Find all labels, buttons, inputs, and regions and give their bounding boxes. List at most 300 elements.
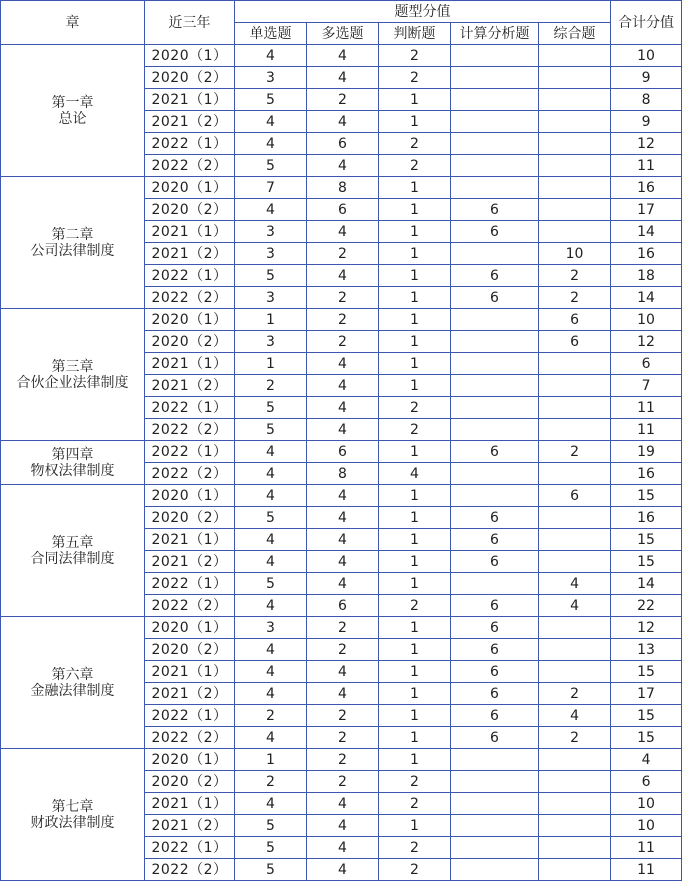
true-false-score-cell: 1 bbox=[379, 375, 451, 397]
single-choice-score-cell: 3 bbox=[235, 287, 307, 309]
exam-year-cell: 2022（2） bbox=[145, 463, 235, 485]
single-choice-score-cell: 3 bbox=[235, 617, 307, 639]
total-score-cell: 16 bbox=[611, 507, 682, 529]
comprehensive-score-cell bbox=[539, 89, 611, 111]
chapter-cell bbox=[1, 617, 145, 749]
chapter-number: 第四章 bbox=[51, 446, 94, 463]
comprehensive-score-cell bbox=[539, 111, 611, 133]
true-false-score-cell: 1 bbox=[379, 309, 451, 331]
true-false-score-cell: 2 bbox=[379, 45, 451, 67]
multiple-choice-score-cell: 4 bbox=[307, 793, 379, 815]
comprehensive-score-cell bbox=[539, 617, 611, 639]
multiple-choice-score-cell: 4 bbox=[307, 375, 379, 397]
exam-year-cell: 2022（1） bbox=[145, 705, 235, 727]
exam-year-cell: 2020（2） bbox=[145, 331, 235, 353]
single-choice-score-cell: 4 bbox=[235, 485, 307, 507]
multiple-choice-score-cell: 4 bbox=[307, 683, 379, 705]
chapter-number: 第二章 bbox=[51, 226, 94, 243]
table-row bbox=[1, 485, 682, 507]
total-score-cell: 6 bbox=[611, 353, 682, 375]
chapter-name: 财政法律制度 bbox=[30, 814, 115, 831]
multiple-choice-score-cell: 2 bbox=[307, 331, 379, 353]
header-comprehensive: 综合题 bbox=[539, 23, 611, 45]
single-choice-score-cell: 4 bbox=[235, 683, 307, 705]
calculation-score-cell bbox=[451, 463, 539, 485]
comprehensive-score-cell: 6 bbox=[539, 309, 611, 331]
multiple-choice-score-cell: 4 bbox=[307, 265, 379, 287]
chapter-number: 第六章 bbox=[51, 666, 94, 683]
total-score-cell: 11 bbox=[611, 837, 682, 859]
exam-year-cell: 2022（1） bbox=[145, 573, 235, 595]
total-score-cell: 15 bbox=[611, 705, 682, 727]
single-choice-score-cell: 5 bbox=[235, 507, 307, 529]
total-score-cell: 15 bbox=[611, 529, 682, 551]
comprehensive-score-cell: 2 bbox=[539, 727, 611, 749]
multiple-choice-score-cell: 4 bbox=[307, 353, 379, 375]
exam-year-cell: 2022（2） bbox=[145, 859, 235, 881]
calculation-score-cell bbox=[451, 375, 539, 397]
exam-year-cell: 2021（1） bbox=[145, 529, 235, 551]
true-false-score-cell: 1 bbox=[379, 573, 451, 595]
header-calculation: 计算分析题 bbox=[451, 23, 539, 45]
multiple-choice-score-cell: 4 bbox=[307, 155, 379, 177]
true-false-score-cell: 1 bbox=[379, 89, 451, 111]
total-score-cell: 12 bbox=[611, 133, 682, 155]
exam-year-cell: 2020（2） bbox=[145, 507, 235, 529]
calculation-score-cell: 6 bbox=[451, 617, 539, 639]
total-score-cell: 11 bbox=[611, 419, 682, 441]
total-score-cell: 10 bbox=[611, 793, 682, 815]
total-score-cell: 14 bbox=[611, 287, 682, 309]
single-choice-score-cell: 5 bbox=[235, 837, 307, 859]
true-false-score-cell: 1 bbox=[379, 661, 451, 683]
comprehensive-score-cell bbox=[539, 793, 611, 815]
calculation-score-cell bbox=[451, 67, 539, 89]
chapter-number: 第三章 bbox=[51, 358, 94, 375]
calculation-score-cell: 6 bbox=[451, 221, 539, 243]
exam-year-cell: 2021（2） bbox=[145, 243, 235, 265]
calculation-score-cell bbox=[451, 155, 539, 177]
multiple-choice-score-cell: 4 bbox=[307, 551, 379, 573]
multiple-choice-score-cell: 6 bbox=[307, 441, 379, 463]
multiple-choice-score-cell: 4 bbox=[307, 419, 379, 441]
multiple-choice-score-cell: 6 bbox=[307, 595, 379, 617]
total-score-cell: 4 bbox=[611, 749, 682, 771]
exam-year-cell: 2020（2） bbox=[145, 199, 235, 221]
calculation-score-cell bbox=[451, 45, 539, 67]
multiple-choice-score-cell: 4 bbox=[307, 45, 379, 67]
comprehensive-score-cell bbox=[539, 419, 611, 441]
chapter-cell bbox=[1, 441, 145, 485]
true-false-score-cell: 1 bbox=[379, 111, 451, 133]
comprehensive-score-cell: 2 bbox=[539, 683, 611, 705]
comprehensive-score-cell: 4 bbox=[539, 573, 611, 595]
multiple-choice-score-cell: 8 bbox=[307, 177, 379, 199]
comprehensive-score-cell bbox=[539, 551, 611, 573]
calculation-score-cell: 6 bbox=[451, 265, 539, 287]
calculation-score-cell bbox=[451, 397, 539, 419]
header-years: 近三年 bbox=[145, 1, 235, 45]
comprehensive-score-cell bbox=[539, 177, 611, 199]
chapter-name: 合同法律制度 bbox=[30, 550, 115, 567]
exam-year-cell: 2022（2） bbox=[145, 727, 235, 749]
multiple-choice-score-cell: 4 bbox=[307, 111, 379, 133]
multiple-choice-score-cell: 2 bbox=[307, 287, 379, 309]
true-false-score-cell: 2 bbox=[379, 595, 451, 617]
comprehensive-score-cell bbox=[539, 353, 611, 375]
single-choice-score-cell: 4 bbox=[235, 199, 307, 221]
multiple-choice-score-cell: 2 bbox=[307, 639, 379, 661]
comprehensive-score-cell bbox=[539, 639, 611, 661]
exam-year-cell: 2020（1） bbox=[145, 749, 235, 771]
multiple-choice-score-cell: 2 bbox=[307, 309, 379, 331]
calculation-score-cell: 6 bbox=[451, 287, 539, 309]
true-false-score-cell: 1 bbox=[379, 617, 451, 639]
comprehensive-score-cell bbox=[539, 67, 611, 89]
exam-year-cell: 2022（2） bbox=[145, 155, 235, 177]
exam-year-cell: 2022（2） bbox=[145, 287, 235, 309]
calculation-score-cell bbox=[451, 177, 539, 199]
comprehensive-score-cell: 6 bbox=[539, 485, 611, 507]
exam-year-cell: 2021（2） bbox=[145, 375, 235, 397]
single-choice-score-cell: 4 bbox=[235, 727, 307, 749]
total-score-cell: 15 bbox=[611, 551, 682, 573]
exam-year-cell: 2022（1） bbox=[145, 397, 235, 419]
total-score-cell: 11 bbox=[611, 155, 682, 177]
total-score-cell: 9 bbox=[611, 111, 682, 133]
total-score-cell: 14 bbox=[611, 221, 682, 243]
comprehensive-score-cell bbox=[539, 397, 611, 419]
multiple-choice-score-cell: 2 bbox=[307, 749, 379, 771]
single-choice-score-cell: 4 bbox=[235, 793, 307, 815]
exam-year-cell: 2022（1） bbox=[145, 133, 235, 155]
total-score-cell: 19 bbox=[611, 441, 682, 463]
multiple-choice-score-cell: 4 bbox=[307, 397, 379, 419]
true-false-score-cell: 1 bbox=[379, 243, 451, 265]
true-false-score-cell: 1 bbox=[379, 749, 451, 771]
calculation-score-cell bbox=[451, 815, 539, 837]
multiple-choice-score-cell: 4 bbox=[307, 661, 379, 683]
comprehensive-score-cell: 2 bbox=[539, 441, 611, 463]
multiple-choice-score-cell: 2 bbox=[307, 617, 379, 639]
single-choice-score-cell: 5 bbox=[235, 265, 307, 287]
true-false-score-cell: 1 bbox=[379, 529, 451, 551]
comprehensive-score-cell: 2 bbox=[539, 265, 611, 287]
multiple-choice-score-cell: 6 bbox=[307, 199, 379, 221]
true-false-score-cell: 2 bbox=[379, 155, 451, 177]
table-row bbox=[1, 45, 682, 67]
calculation-score-cell bbox=[451, 133, 539, 155]
total-score-cell: 16 bbox=[611, 463, 682, 485]
single-choice-score-cell: 5 bbox=[235, 397, 307, 419]
true-false-score-cell: 1 bbox=[379, 639, 451, 661]
comprehensive-score-cell: 6 bbox=[539, 331, 611, 353]
chapter-cell bbox=[1, 45, 145, 177]
total-score-cell: 11 bbox=[611, 859, 682, 881]
single-choice-score-cell: 5 bbox=[235, 419, 307, 441]
single-choice-score-cell: 3 bbox=[235, 243, 307, 265]
single-choice-score-cell: 4 bbox=[235, 595, 307, 617]
multiple-choice-score-cell: 2 bbox=[307, 89, 379, 111]
total-score-cell: 17 bbox=[611, 683, 682, 705]
calculation-score-cell: 6 bbox=[451, 595, 539, 617]
total-score-cell: 16 bbox=[611, 243, 682, 265]
multiple-choice-score-cell: 4 bbox=[307, 221, 379, 243]
calculation-score-cell bbox=[451, 243, 539, 265]
chapter-name: 公司法律制度 bbox=[30, 242, 115, 259]
comprehensive-score-cell bbox=[539, 155, 611, 177]
calculation-score-cell bbox=[451, 793, 539, 815]
calculation-score-cell bbox=[451, 309, 539, 331]
chapter-name: 总论 bbox=[58, 110, 87, 127]
total-score-cell: 10 bbox=[611, 45, 682, 67]
calculation-score-cell: 6 bbox=[451, 199, 539, 221]
exam-year-cell: 2022（1） bbox=[145, 265, 235, 287]
calculation-score-cell: 6 bbox=[451, 661, 539, 683]
total-score-cell: 15 bbox=[611, 661, 682, 683]
calculation-score-cell bbox=[451, 419, 539, 441]
total-score-cell: 17 bbox=[611, 199, 682, 221]
exam-year-cell: 2020（1） bbox=[145, 177, 235, 199]
total-score-cell: 9 bbox=[611, 67, 682, 89]
true-false-score-cell: 1 bbox=[379, 485, 451, 507]
single-choice-score-cell: 4 bbox=[235, 45, 307, 67]
calculation-score-cell: 6 bbox=[451, 683, 539, 705]
comprehensive-score-cell bbox=[539, 375, 611, 397]
total-score-cell: 22 bbox=[611, 595, 682, 617]
multiple-choice-score-cell: 4 bbox=[307, 815, 379, 837]
total-score-cell: 7 bbox=[611, 375, 682, 397]
header-chapter: 章 bbox=[1, 1, 145, 45]
true-false-score-cell: 4 bbox=[379, 463, 451, 485]
multiple-choice-score-cell: 4 bbox=[307, 859, 379, 881]
multiple-choice-score-cell: 2 bbox=[307, 705, 379, 727]
true-false-score-cell: 1 bbox=[379, 507, 451, 529]
true-false-score-cell: 1 bbox=[379, 221, 451, 243]
calculation-score-cell: 6 bbox=[451, 507, 539, 529]
multiple-choice-score-cell: 4 bbox=[307, 67, 379, 89]
chapter-cell bbox=[1, 485, 145, 617]
total-score-cell: 16 bbox=[611, 177, 682, 199]
comprehensive-score-cell: 4 bbox=[539, 595, 611, 617]
single-choice-score-cell: 1 bbox=[235, 309, 307, 331]
comprehensive-score-cell bbox=[539, 859, 611, 881]
comprehensive-score-cell bbox=[539, 45, 611, 67]
calculation-score-cell bbox=[451, 111, 539, 133]
true-false-score-cell: 1 bbox=[379, 551, 451, 573]
single-choice-score-cell: 2 bbox=[235, 705, 307, 727]
calculation-score-cell: 6 bbox=[451, 727, 539, 749]
true-false-score-cell: 1 bbox=[379, 353, 451, 375]
exam-year-cell: 2021（1） bbox=[145, 661, 235, 683]
exam-year-cell: 2020（1） bbox=[145, 617, 235, 639]
exam-year-cell: 2021（1） bbox=[145, 353, 235, 375]
chapter-number: 第七章 bbox=[51, 798, 94, 815]
comprehensive-score-cell bbox=[539, 837, 611, 859]
single-choice-score-cell: 5 bbox=[235, 89, 307, 111]
true-false-score-cell: 2 bbox=[379, 133, 451, 155]
comprehensive-score-cell bbox=[539, 463, 611, 485]
true-false-score-cell: 1 bbox=[379, 727, 451, 749]
total-score-cell: 10 bbox=[611, 309, 682, 331]
true-false-score-cell: 1 bbox=[379, 331, 451, 353]
total-score-cell: 15 bbox=[611, 727, 682, 749]
true-false-score-cell: 2 bbox=[379, 837, 451, 859]
table-row bbox=[1, 749, 682, 771]
true-false-score-cell: 2 bbox=[379, 859, 451, 881]
chapter-cell bbox=[1, 749, 145, 881]
calculation-score-cell bbox=[451, 749, 539, 771]
comprehensive-score-cell bbox=[539, 529, 611, 551]
comprehensive-score-cell bbox=[539, 133, 611, 155]
single-choice-score-cell: 1 bbox=[235, 353, 307, 375]
calculation-score-cell bbox=[451, 331, 539, 353]
multiple-choice-score-cell: 4 bbox=[307, 507, 379, 529]
calculation-score-cell bbox=[451, 859, 539, 881]
exam-year-cell: 2021（2） bbox=[145, 815, 235, 837]
true-false-score-cell: 1 bbox=[379, 815, 451, 837]
true-false-score-cell: 1 bbox=[379, 287, 451, 309]
single-choice-score-cell: 3 bbox=[235, 331, 307, 353]
calculation-score-cell: 6 bbox=[451, 529, 539, 551]
true-false-score-cell: 2 bbox=[379, 793, 451, 815]
calculation-score-cell bbox=[451, 573, 539, 595]
single-choice-score-cell: 4 bbox=[235, 463, 307, 485]
true-false-score-cell: 2 bbox=[379, 771, 451, 793]
single-choice-score-cell: 2 bbox=[235, 771, 307, 793]
table-row bbox=[1, 617, 682, 639]
single-choice-score-cell: 5 bbox=[235, 859, 307, 881]
exam-year-cell: 2020（1） bbox=[145, 485, 235, 507]
single-choice-score-cell: 4 bbox=[235, 133, 307, 155]
exam-year-cell: 2021（2） bbox=[145, 111, 235, 133]
true-false-score-cell: 2 bbox=[379, 419, 451, 441]
total-score-cell: 11 bbox=[611, 397, 682, 419]
table-row bbox=[1, 177, 682, 199]
header-score-group: 题型分值 bbox=[235, 1, 611, 23]
true-false-score-cell: 1 bbox=[379, 441, 451, 463]
comprehensive-score-cell: 4 bbox=[539, 705, 611, 727]
exam-year-cell: 2021（2） bbox=[145, 551, 235, 573]
total-score-cell: 10 bbox=[611, 815, 682, 837]
chapter-number: 第一章 bbox=[51, 94, 94, 111]
multiple-choice-score-cell: 4 bbox=[307, 529, 379, 551]
multiple-choice-score-cell: 2 bbox=[307, 727, 379, 749]
header-total: 合计分值 bbox=[611, 1, 682, 45]
single-choice-score-cell: 4 bbox=[235, 661, 307, 683]
exam-year-cell: 2020（2） bbox=[145, 771, 235, 793]
table-body bbox=[1, 45, 682, 881]
multiple-choice-score-cell: 4 bbox=[307, 837, 379, 859]
calculation-score-cell bbox=[451, 353, 539, 375]
calculation-score-cell: 6 bbox=[451, 551, 539, 573]
single-choice-score-cell: 5 bbox=[235, 815, 307, 837]
comprehensive-score-cell: 2 bbox=[539, 287, 611, 309]
header-single-choice: 单选题 bbox=[235, 23, 307, 45]
total-score-cell: 13 bbox=[611, 639, 682, 661]
header-row-1 bbox=[1, 1, 682, 23]
single-choice-score-cell: 4 bbox=[235, 111, 307, 133]
multiple-choice-score-cell: 4 bbox=[307, 485, 379, 507]
multiple-choice-score-cell: 8 bbox=[307, 463, 379, 485]
exam-year-cell: 2020（2） bbox=[145, 67, 235, 89]
calculation-score-cell bbox=[451, 89, 539, 111]
true-false-score-cell: 1 bbox=[379, 177, 451, 199]
comprehensive-score-cell bbox=[539, 815, 611, 837]
calculation-score-cell: 6 bbox=[451, 639, 539, 661]
single-choice-score-cell: 4 bbox=[235, 639, 307, 661]
chapter-name: 金融法律制度 bbox=[30, 682, 115, 699]
multiple-choice-score-cell: 2 bbox=[307, 771, 379, 793]
single-choice-score-cell: 3 bbox=[235, 67, 307, 89]
calculation-score-cell: 6 bbox=[451, 441, 539, 463]
header-multiple-choice: 多选题 bbox=[307, 23, 379, 45]
calculation-score-cell bbox=[451, 771, 539, 793]
table-row bbox=[1, 309, 682, 331]
comprehensive-score-cell bbox=[539, 749, 611, 771]
single-choice-score-cell: 2 bbox=[235, 375, 307, 397]
true-false-score-cell: 1 bbox=[379, 265, 451, 287]
single-choice-score-cell: 3 bbox=[235, 221, 307, 243]
exam-year-cell: 2021（1） bbox=[145, 793, 235, 815]
comprehensive-score-cell bbox=[539, 661, 611, 683]
single-choice-score-cell: 7 bbox=[235, 177, 307, 199]
calculation-score-cell bbox=[451, 837, 539, 859]
exam-year-cell: 2021（2） bbox=[145, 683, 235, 705]
true-false-score-cell: 1 bbox=[379, 683, 451, 705]
comprehensive-score-cell: 10 bbox=[539, 243, 611, 265]
true-false-score-cell: 1 bbox=[379, 199, 451, 221]
chapter-name: 物权法律制度 bbox=[30, 462, 115, 479]
single-choice-score-cell: 4 bbox=[235, 529, 307, 551]
exam-year-cell: 2021（1） bbox=[145, 221, 235, 243]
chapter-name: 合伙企业法律制度 bbox=[16, 374, 129, 391]
single-choice-score-cell: 5 bbox=[235, 155, 307, 177]
exam-year-cell: 2021（1） bbox=[145, 89, 235, 111]
total-score-cell: 14 bbox=[611, 573, 682, 595]
exam-year-cell: 2022（1） bbox=[145, 441, 235, 463]
exam-year-cell: 2020（1） bbox=[145, 309, 235, 331]
comprehensive-score-cell bbox=[539, 199, 611, 221]
comprehensive-score-cell bbox=[539, 221, 611, 243]
exam-year-cell: 2022（2） bbox=[145, 595, 235, 617]
true-false-score-cell: 2 bbox=[379, 67, 451, 89]
true-false-score-cell: 1 bbox=[379, 705, 451, 727]
true-false-score-cell: 2 bbox=[379, 397, 451, 419]
exam-year-cell: 2022（2） bbox=[145, 419, 235, 441]
total-score-cell: 18 bbox=[611, 265, 682, 287]
single-choice-score-cell: 4 bbox=[235, 441, 307, 463]
comprehensive-score-cell bbox=[539, 771, 611, 793]
exam-year-cell: 2020（1） bbox=[145, 45, 235, 67]
table-header bbox=[1, 1, 682, 45]
multiple-choice-score-cell: 6 bbox=[307, 133, 379, 155]
table-row bbox=[1, 441, 682, 463]
single-choice-score-cell: 1 bbox=[235, 749, 307, 771]
total-score-cell: 15 bbox=[611, 485, 682, 507]
chapter-number: 第五章 bbox=[51, 534, 94, 551]
single-choice-score-cell: 5 bbox=[235, 573, 307, 595]
comprehensive-score-cell bbox=[539, 507, 611, 529]
total-score-cell: 8 bbox=[611, 89, 682, 111]
calculation-score-cell bbox=[451, 485, 539, 507]
total-score-cell: 12 bbox=[611, 617, 682, 639]
total-score-cell: 6 bbox=[611, 771, 682, 793]
chapter-cell bbox=[1, 309, 145, 441]
multiple-choice-score-cell: 4 bbox=[307, 573, 379, 595]
single-choice-score-cell: 4 bbox=[235, 551, 307, 573]
exam-year-cell: 2022（1） bbox=[145, 837, 235, 859]
